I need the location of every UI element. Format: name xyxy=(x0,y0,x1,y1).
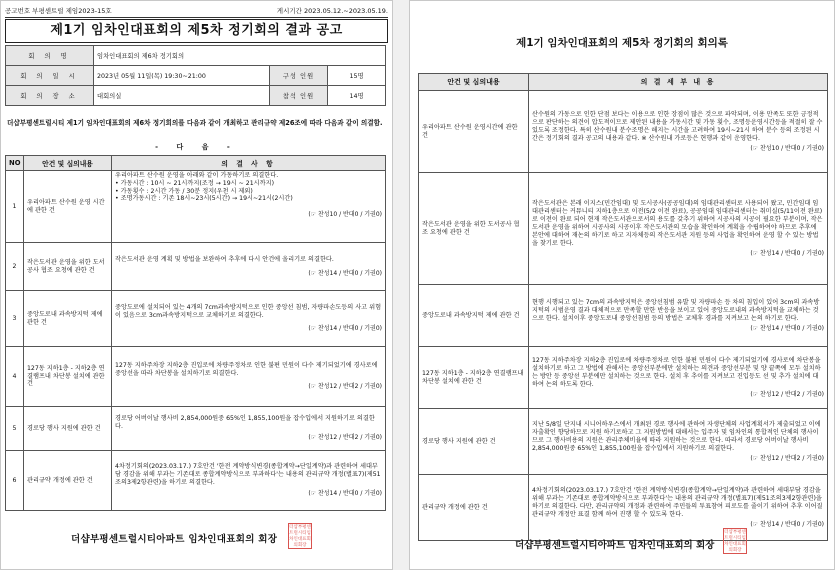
vote-result: (☞ 찬성12 / 반대2 / 기권0) xyxy=(750,454,824,462)
vote-result: (☞ 찬성14 / 반대0 / 기권0) xyxy=(750,249,824,257)
seal-text: 더샵부평센트럴시티임차인대표회의회장 xyxy=(724,530,746,553)
info-label: 회 의 장 소 xyxy=(6,86,94,106)
col-details: 의 결 세 부 내 용 xyxy=(529,74,828,91)
resolution-header xyxy=(6,156,386,171)
table-row xyxy=(6,291,386,347)
row-agenda: 중앙도로내 과속방지턱 제에 관한 건 xyxy=(419,285,529,347)
info-row-name xyxy=(6,46,386,66)
info-row-place xyxy=(6,86,386,106)
row-agenda: 127동 지하1층 - 지하2층 연결램프내 차단봉 설치에 관한 건 xyxy=(419,347,529,409)
col-agenda: 안건 및 심의내용 xyxy=(419,74,529,91)
vote-result: (☞ 찬성14 / 반대0 / 기권0) xyxy=(308,269,382,277)
vote-result: (☞ 찬성10 / 반대0 / 기권0) xyxy=(750,144,824,152)
details-text: 4차정기회의(2023.03.17.) 7호안건 '한전 계약방식변경(종합계약→단일계약)과 관련하여 세대부담 경감을 위해 부과는 기존대로 종합계약방식으로 부과한다'는 내용의 관리규약 개정(별표7)(제51조의3제2항관련)을 하기로 의결한다. 다만, 관리규약의 개정과 관련하여 주민들의 투표참여 피로도를 줄이기 위하여 추후 이어질 관리규약 개정안 표결 함께 하여 진행 할 수 있도록 한다. xyxy=(532,486,823,518)
row-agenda: 관리규약 개정에 관한 건 xyxy=(24,451,112,511)
row-agenda: 작은도서관 운영을 위한 도서공사 협조 요청에 관한 건 xyxy=(24,243,112,291)
row-no: 3 xyxy=(6,291,24,347)
row-agenda: 경로당 행사 지원에 관한 건 xyxy=(24,407,112,451)
details-text: 작은도서관은 본래 이지스(민간임대) 및 도시공사(공공임대)의 임대관리센터로 사용되어 왔고, 민간임대 임대관리센터는 커뮤니티 지하1층으로 이전(5/2 이전 완료), 공공임대 임대관리센터는 취미실(5/11이전 완료)로 이전이 완료 되어 현재 작은도서관으로서의 용도를 갖추기 위하여 시공사의 시공이 필요한 부분이며, 작은도서관 운영을 위하여 시공사의 시공이후 작은도서관의 모습을 확인하여 계획을 수립하여야 하므로 추후에 본안에 대하여 재논의 하기로 하고 지자체등의 작은도서관 지원 등의 사업을 확인하여 운영 할 수 있는 방법을 찾기로 한다. xyxy=(532,199,823,247)
resolution-line: • 조명가동시간 : 기존 18시~23시(5시간) → 19시~21시(2시간) xyxy=(115,195,293,203)
row-no: 4 xyxy=(6,347,24,407)
details-text: 지난 5/8일 단지내 시니어하우스에서 개최된 경로 행사에 관하여 자생단체의 사업계획서가 제출되었고 이에 자출확인 향당하므로 지원 하기로하고 그 지원방법에 대해서는 입주자 및 임차인의 통합적인 단체의 행사이므로 그 행사비용의 지원은 관리주체비율에 따라 지원하는 것으로 한다. 따라서 경로당 어버이날 행사비 2,854,000원중 65%인 1,855,100원을 잡수입에서 지원하기로 의결한다. xyxy=(532,420,821,452)
info-label: 회 의 일 시 xyxy=(6,66,94,86)
table-row xyxy=(419,475,828,541)
info-label: 회 의 명 xyxy=(6,46,94,66)
table-row xyxy=(419,91,828,173)
vote-result: (☞ 찬성12 / 반대2 / 기권0) xyxy=(308,434,382,442)
resolution-line: 중앙도로에 설치되어 있는 4개의 7cm과속방지턱으로 인한 중앙선 침범, 자량파손도등의 사고 위험이 있음으로 3cm과속방지턱으로 교체하기로 의결한다. xyxy=(115,303,382,319)
row-agenda: 중앙도로내 과속방지턱 제에 관한 건 xyxy=(24,291,112,347)
resolution-line: 127동 지하주차장 지하2층 진입로에 차량주정차로 인한 불편 민원이 다수 제기되었기에 경사로에 중앙선을 따라 차단봉을 설치하기로 의결한다. xyxy=(115,361,378,377)
row-agenda: 127동 지하1층 - 지하2층 연결램프내 차단봉 설치에 관한 건 xyxy=(24,347,112,407)
col-agenda: 안건 및 심의내용 xyxy=(24,156,112,171)
minutes-header xyxy=(419,74,828,91)
row-details xyxy=(529,347,828,409)
resolution-line: 경로당 어버이날 행사비 2,854,000원중 65%인 1,855,100원을 잡수입에서 지원하기로 의결한다. xyxy=(115,414,375,430)
row-resolution xyxy=(112,347,386,407)
notice-title: 제1기 임차인대표회의 제5차 정기회의 결과 공고 xyxy=(5,19,388,43)
row-details xyxy=(529,285,828,347)
col-resolution: 의 결 사 항 xyxy=(112,156,386,171)
official-seal xyxy=(288,523,312,549)
info-value: 2023년 05월 11일(목) 19:30~21:00 xyxy=(94,66,270,86)
vote-result: (☞ 찬성12 / 반대2 / 기권0) xyxy=(308,383,382,391)
resolution-table xyxy=(5,155,386,511)
row-agenda: 작은도서관 운영을 위한 도서공사 협조 요청에 관한 건 xyxy=(419,173,529,285)
info-value: 14명 xyxy=(328,86,386,106)
info-row-datetime xyxy=(6,66,386,86)
vote-result: (☞ 찬성14 / 반대0 / 기권0) xyxy=(308,490,382,498)
row-details xyxy=(529,475,828,541)
info-label: 구성 인원 xyxy=(270,66,328,86)
vote-result: (☞ 찬성12 / 반대2 / 기권0) xyxy=(750,390,824,398)
resolution-line: 작은도서관 운영 계획 및 방법을 보완하여 추후에 다시 안건에 올리기로 의결한다. xyxy=(115,255,334,263)
table-row xyxy=(419,285,828,347)
vote-result: (☞ 찬성14 / 반대0 / 기권0) xyxy=(750,324,824,332)
minutes-title: 제1기 임차인대표회의 제5차 정기회의 회의록 xyxy=(516,37,728,49)
row-resolution xyxy=(112,243,386,291)
notice-intro: 더샵부평센트럴시티 제1기 임차인대표회의 제6차 정기회의를 다음과 같이 개최하고 관리규약 제26조에 따라 다음과 같이 의결함. xyxy=(7,119,383,127)
minutes-page xyxy=(409,0,835,570)
row-agenda: 우리아파트 산수원 운영 시간에 관한 건 xyxy=(24,171,112,243)
table-row xyxy=(6,171,386,243)
notice-da: - 다 음 - xyxy=(155,143,238,151)
details-text: 현행 시행되고 있는 7cm의 과속방지턱은 중앙선침범 유발 및 자량파손 등 차의 침입이 있어 3cm의 과속방지턱의 시범운영 결과 대체적으로 만족할 만한 반응을 보이고 있어 중앙도로내의 과속방지턱을 교체하는 것으로 한다. 설치이후 중앙도로내 중앙선침범 등의 방법은 교체후 경과를 지켜보고 논의 하기로 한다. xyxy=(532,298,820,322)
table-row xyxy=(6,407,386,451)
minutes-footer: 더샵부평센트럴시티아파트 임차인대표회의 회장 xyxy=(515,540,715,551)
notice-page xyxy=(0,0,393,570)
resolution-line: 우리아파트 산수원 운영을 아래와 같이 가동하기로 의결한다. xyxy=(115,172,279,179)
row-details xyxy=(529,409,828,475)
row-resolution xyxy=(112,451,386,511)
row-resolution xyxy=(112,407,386,451)
table-row xyxy=(6,347,386,407)
row-details xyxy=(529,91,828,173)
vote-result: (☞ 찬성14 / 반대0 / 기권0) xyxy=(308,325,382,333)
row-resolution xyxy=(112,291,386,347)
notice-number: 공고번호 부평센트럴 제임2023-15호 xyxy=(5,7,112,15)
table-row xyxy=(6,451,386,511)
row-details xyxy=(529,173,828,285)
row-resolution xyxy=(112,171,386,243)
resolution-line: 4차정기회의(2023.03.17.) 7호안건 '한전 계약방식변경(종합계약→단일계약)과 관련하여 세대부담 경감을 위해 부과는 기존대로 종합계약방식으로 부과하다'는 내용의 관리규약 개정(별표7)(제51조의3제2항관련)을 하기로 의결한다. xyxy=(115,462,381,486)
seal-text: 더샵부평센트럴시티임차인대표회의회장 xyxy=(289,525,311,548)
posting-period: 게시기간 2023.05.12.~2023.05.19. xyxy=(276,7,388,15)
resolution-line: • 가동시간 : 10시 ~ 21시까지(조정 → 19시 ~ 21시까지) xyxy=(115,179,274,187)
minutes-table xyxy=(418,73,828,541)
resolution-line: • 가동횟수 : 2시간 가동 / 30분 정지(우천 시 제외) xyxy=(115,187,253,195)
table-row xyxy=(419,347,828,409)
row-no: 5 xyxy=(6,407,24,451)
notice-header xyxy=(5,5,388,18)
row-agenda: 우리아파트 산수원 운영시간에 관한 건 xyxy=(419,91,529,173)
details-text: 127동 지하주차장 지하2층 진입로에 차량주정차로 인한 불편 민원이 다수 제기되었기에 경사로에 차단봉을 설치하기로 하고 그 방법에 관해서는 중앙선부분에만 설치하는 의견과 중앙선부분 및 양 끝쪽에 모두 설치하는 방안 등 중앙선 부분에만 설치하는 것으로 한다. 설치 후 추이를 지켜보고 진입등도 선 및 추가 설치에 대하여 논의 하도록 한다. xyxy=(532,356,821,388)
table-row xyxy=(419,173,828,285)
vote-result: (☞ 찬성10 / 반대0 / 기권0) xyxy=(308,211,382,219)
vote-result: (☞ 찬성14 / 반대0 / 기권0) xyxy=(750,520,824,528)
row-agenda: 경로당 행사 지원에 관한 건 xyxy=(419,409,529,475)
row-agenda: 관리규약 개정에 관한 건 xyxy=(419,475,529,541)
notice-footer: 더샵부평센트럴시티아파트 임차인대표회의 회장 xyxy=(71,534,278,545)
table-row xyxy=(419,409,828,475)
meeting-info-table xyxy=(5,45,386,106)
details-text: 산수원의 가동으로 인한 단점 보다는 이용으로 인한 장점이 많은 것으로 파악되며, 이용 만족도 또한 긍정적으로 판단하는 의견이 압도적이므로 제안된 내용을 가동시간 및 가동 횟수, 조명등운영시간등을 적절히 잘 수 있도록 조정한다. 특히 산수원내 분수조명은 해지는 시간을 고려하여 19시~21시 하여 분수 등의 조정된 시간은 정기회의 결과 공고의 내용과 같다. ※ 산수원내 가로등은 현행과 같이 운영한다. xyxy=(532,110,823,142)
row-no: 6 xyxy=(6,451,24,511)
col-no: NO xyxy=(6,156,24,171)
info-label: 참석 인원 xyxy=(270,86,328,106)
row-no: 2 xyxy=(6,243,24,291)
info-value: 대회의실 xyxy=(94,86,270,106)
info-value: 15명 xyxy=(328,66,386,86)
table-row xyxy=(6,243,386,291)
row-no: 1 xyxy=(6,171,24,243)
official-seal xyxy=(723,528,747,554)
info-value: 임차인대표회의 제6차 정기회의 xyxy=(94,46,386,66)
